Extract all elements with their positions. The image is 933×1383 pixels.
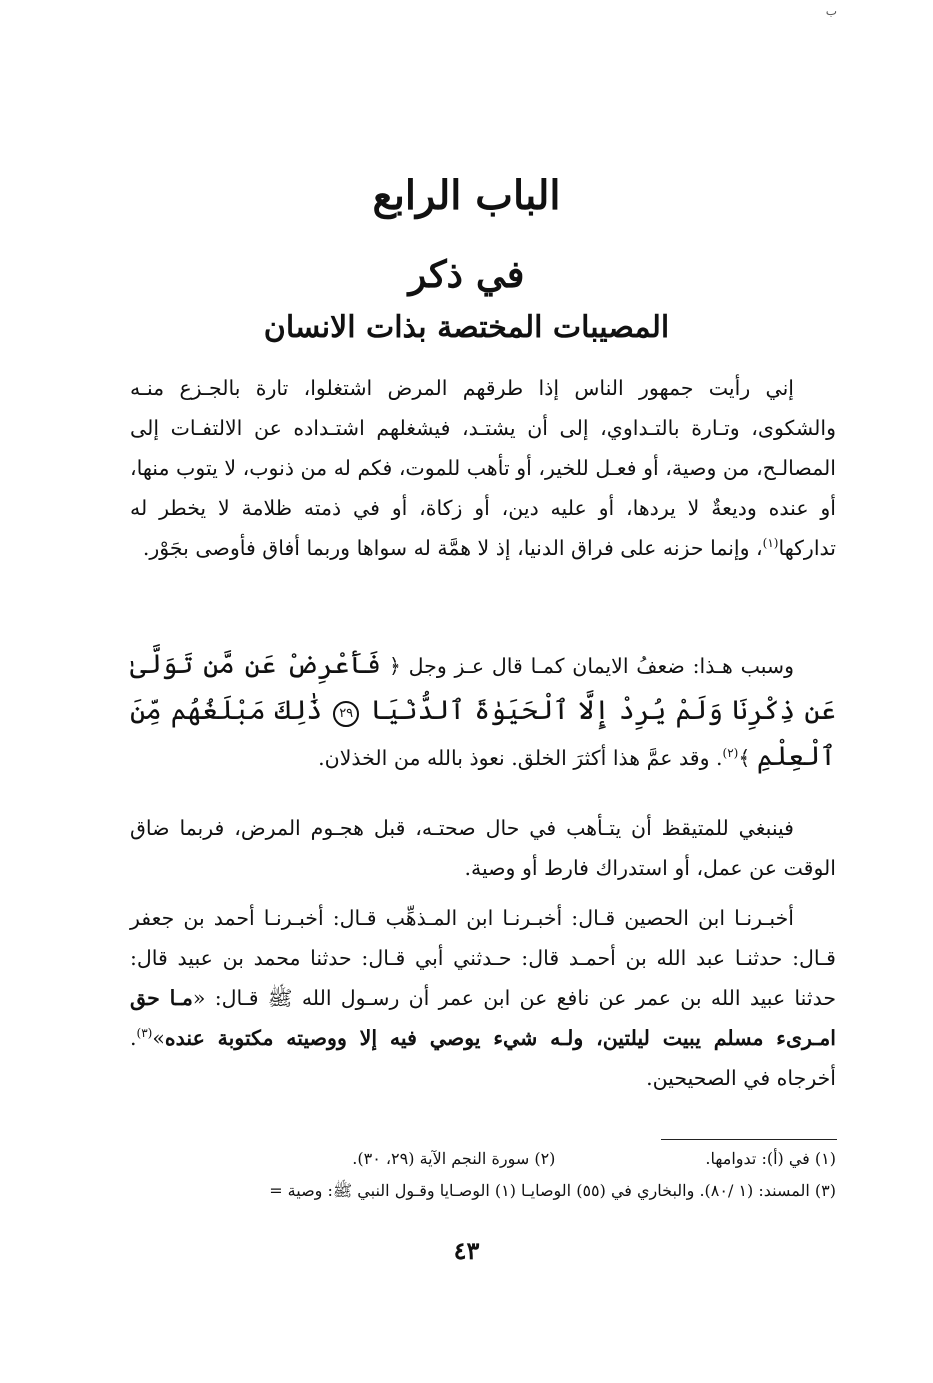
footnote-1: (١) في (أ): تدوامها. bbox=[705, 1149, 836, 1168]
footnote-ref-2[interactable]: (٢) bbox=[722, 746, 739, 761]
paragraph-3-text: فينبغي للمتيقظ أن يتـأهب في حال صحتـه، قبل هجـوم المرض، فربما ضاق الوقت عن عمل، أو استدراك فارط أو وصية. bbox=[130, 816, 836, 880]
page-number: ٤٣ bbox=[453, 1236, 480, 1265]
chapter-subtitle: في ذكر bbox=[408, 252, 525, 296]
paragraph-4 bbox=[130, 898, 836, 1098]
corner-mark: ب bbox=[825, 4, 837, 18]
paragraph-1-text: إني رأيت جمهور الناس إذا طرقهم المرض اشتغلوا، تارة بالجـزع منـه والشكوى، وتـارة بالتـداوي، إلى أن يشتـد، فيشغلهم اشتـداده عن الالتفـات إلى المصالـح، من وصية، أو فعـل للخير، أو تأهب للموت، فكم له من ذنوب، لا يتوب منها، أو عنده وديعةٌ لا يردها، أو عليه دين، أو زكاة، أو في ذمته ظلامة لا يخطر له تداركها bbox=[130, 376, 836, 560]
footnote-ref-3[interactable]: (٣) bbox=[136, 1026, 153, 1041]
hadith-close-quote: » bbox=[152, 1026, 165, 1050]
quran-close-bracket: ﴾ bbox=[738, 746, 751, 770]
paragraph-2-text: وسبب هـذا: ضعفُ الايمان كمـا قال عـز وجل ﴿ bbox=[388, 654, 794, 678]
footnote-2: (٢) سورة النجم الآية (٢٩، ٣٠). bbox=[352, 1149, 556, 1168]
paragraph-1 bbox=[130, 368, 836, 568]
paragraph-3 bbox=[130, 808, 836, 888]
paragraph-1-end: ، وإنما حزنه على فراق الدنيا، إذ لا همَّة له سواها وربما أفاق فأوصى بجَوْر. bbox=[142, 536, 763, 560]
footnotes-row-2 bbox=[110, 1176, 836, 1206]
chapter-title: الباب الرابع bbox=[372, 172, 561, 219]
quran-verse-b: ذَٰلِكَ مَبْلَغُهُم مِّنَ ٱلْعِلْمِ bbox=[130, 695, 836, 772]
paragraph-2-end: . وقد عمَّ هذا أكثرَ الخلق. نعوذ بالله من الخذلان. bbox=[318, 746, 723, 770]
paragraph-2 bbox=[130, 642, 836, 780]
footnote-ref-1[interactable]: (١) bbox=[762, 536, 779, 551]
footnote-divider bbox=[661, 1139, 837, 1140]
chapter-topic: المصيبات المختصة بذات الانسان bbox=[263, 310, 670, 345]
footnote-3: (٣) المسند: (١ /٨٠). والبخاري في (٥٥) الوصايـا (١) الوصـايا وقـول النبي ﷺ: وصية = bbox=[269, 1181, 836, 1200]
hadith-text: مـا حق امـرىء مسلم يبيت ليلتين، ولـه شيء يوصي فيه إلا ووصيته مكتوبة عنده bbox=[130, 986, 836, 1050]
verse-number-marker: ٢٩ bbox=[333, 701, 359, 727]
paragraph-4-text: أخبـرنـا ابن الحصين قـال: أخبـرنـا ابن المـذهِّب قـال: أخبـرنـا أحمد بن جعفر قـال: حدثنـا عبد الله بن أحمـد قال: حـدثني أبي قـال: حدثنا محمد بن عبيد قال: حدثنا عبيد الله بن عمر عن نافع عن ابن عمر أن رسـول الله ﷺ قـال: « bbox=[130, 906, 837, 1010]
quran-verse-a: فَأَعْرِضْ عَن مَّن تَوَلَّىٰ عَن ذِكْرِنَا وَلَمْ يُرِدْ إِلَّا ٱلْحَيَوٰةَ ٱلدُّنْيَا bbox=[130, 649, 836, 726]
paragraph-4-end: . أخرجاه في الصحيحين. bbox=[130, 1026, 836, 1090]
footnotes-row-1 bbox=[110, 1144, 836, 1174]
